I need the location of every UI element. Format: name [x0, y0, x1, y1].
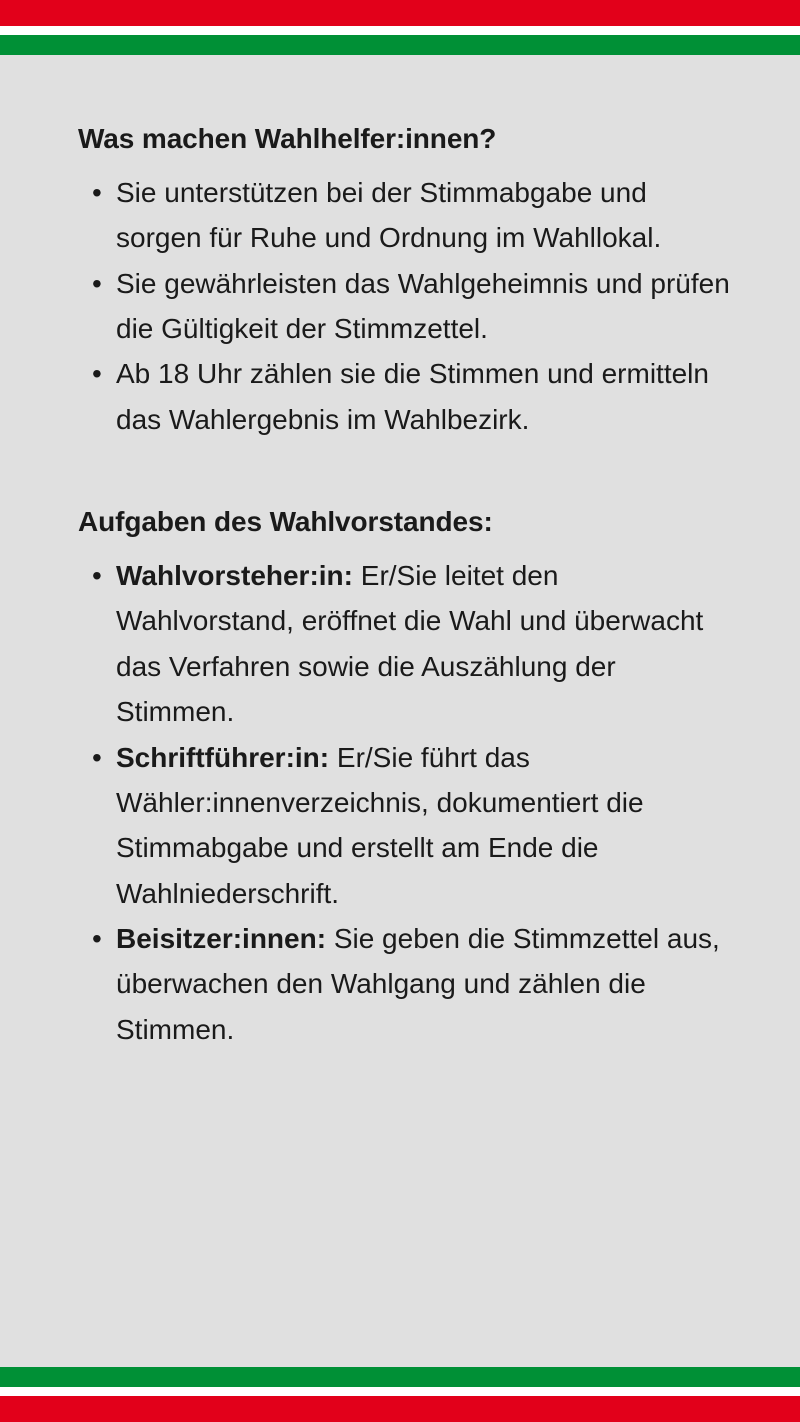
section-wahlhelfer: [78, 121, 740, 442]
list-item: [78, 735, 740, 916]
role-label: Schriftführer:in:: [116, 741, 330, 773]
list-item-text: Sie unterstützen bei der Stimmabgabe und sorgen für Ruhe und Ordnung im Wahllokal.: [116, 176, 662, 254]
role-label: Wahlvorsteher:in:: [116, 560, 353, 592]
bullet-list-wahlvorstand: [78, 553, 740, 1052]
list-item-text: Er/Sie leitet den Wahlvorstand, eröffnet die Wahl und überwacht das Verfahren sowie die Auszählung der Stimmen.: [116, 560, 704, 728]
bottom-white-stripe: [0, 1387, 800, 1396]
list-item: [78, 916, 740, 1052]
top-white-stripe: [0, 26, 800, 35]
top-red-stripe: [0, 0, 800, 26]
list-item-text: Er/Sie führt das Wähler:innenverzeichnis, dokumentiert die Stimmabgabe und erstellt am Ende die Wahlniederschrift.: [116, 741, 644, 909]
list-item: [78, 553, 740, 734]
bottom-red-stripe: [0, 1396, 800, 1422]
section-wahlvorstand: [78, 504, 740, 1052]
list-item-text: Sie geben die Stimmzettel aus, überwachen den Wahlgang und zählen die Stimmen.: [116, 922, 720, 1045]
top-green-stripe: [0, 35, 800, 55]
list-item: [78, 170, 740, 261]
content-area: [0, 55, 800, 1367]
list-item: [78, 351, 740, 442]
list-item-text: Ab 18 Uhr zählen sie die Stimmen und ermitteln das Wahlergebnis im Wahlbezirk.: [116, 358, 709, 435]
bottom-green-stripe: [0, 1367, 800, 1387]
list-item-text: Sie gewährleisten das Wahlgeheimnis und prüfen die Gültigkeit der Stimmzettel.: [116, 267, 730, 345]
role-label: Beisitzer:innen:: [116, 922, 327, 954]
section-title-wahlhelfer: Was machen Wahlhelfer:innen?: [78, 123, 497, 154]
section-title-wahlvorstand: Aufgaben des Wahlvorstandes:: [78, 506, 493, 538]
bullet-list-wahlhelfer: [78, 170, 740, 442]
list-item: [78, 261, 740, 352]
